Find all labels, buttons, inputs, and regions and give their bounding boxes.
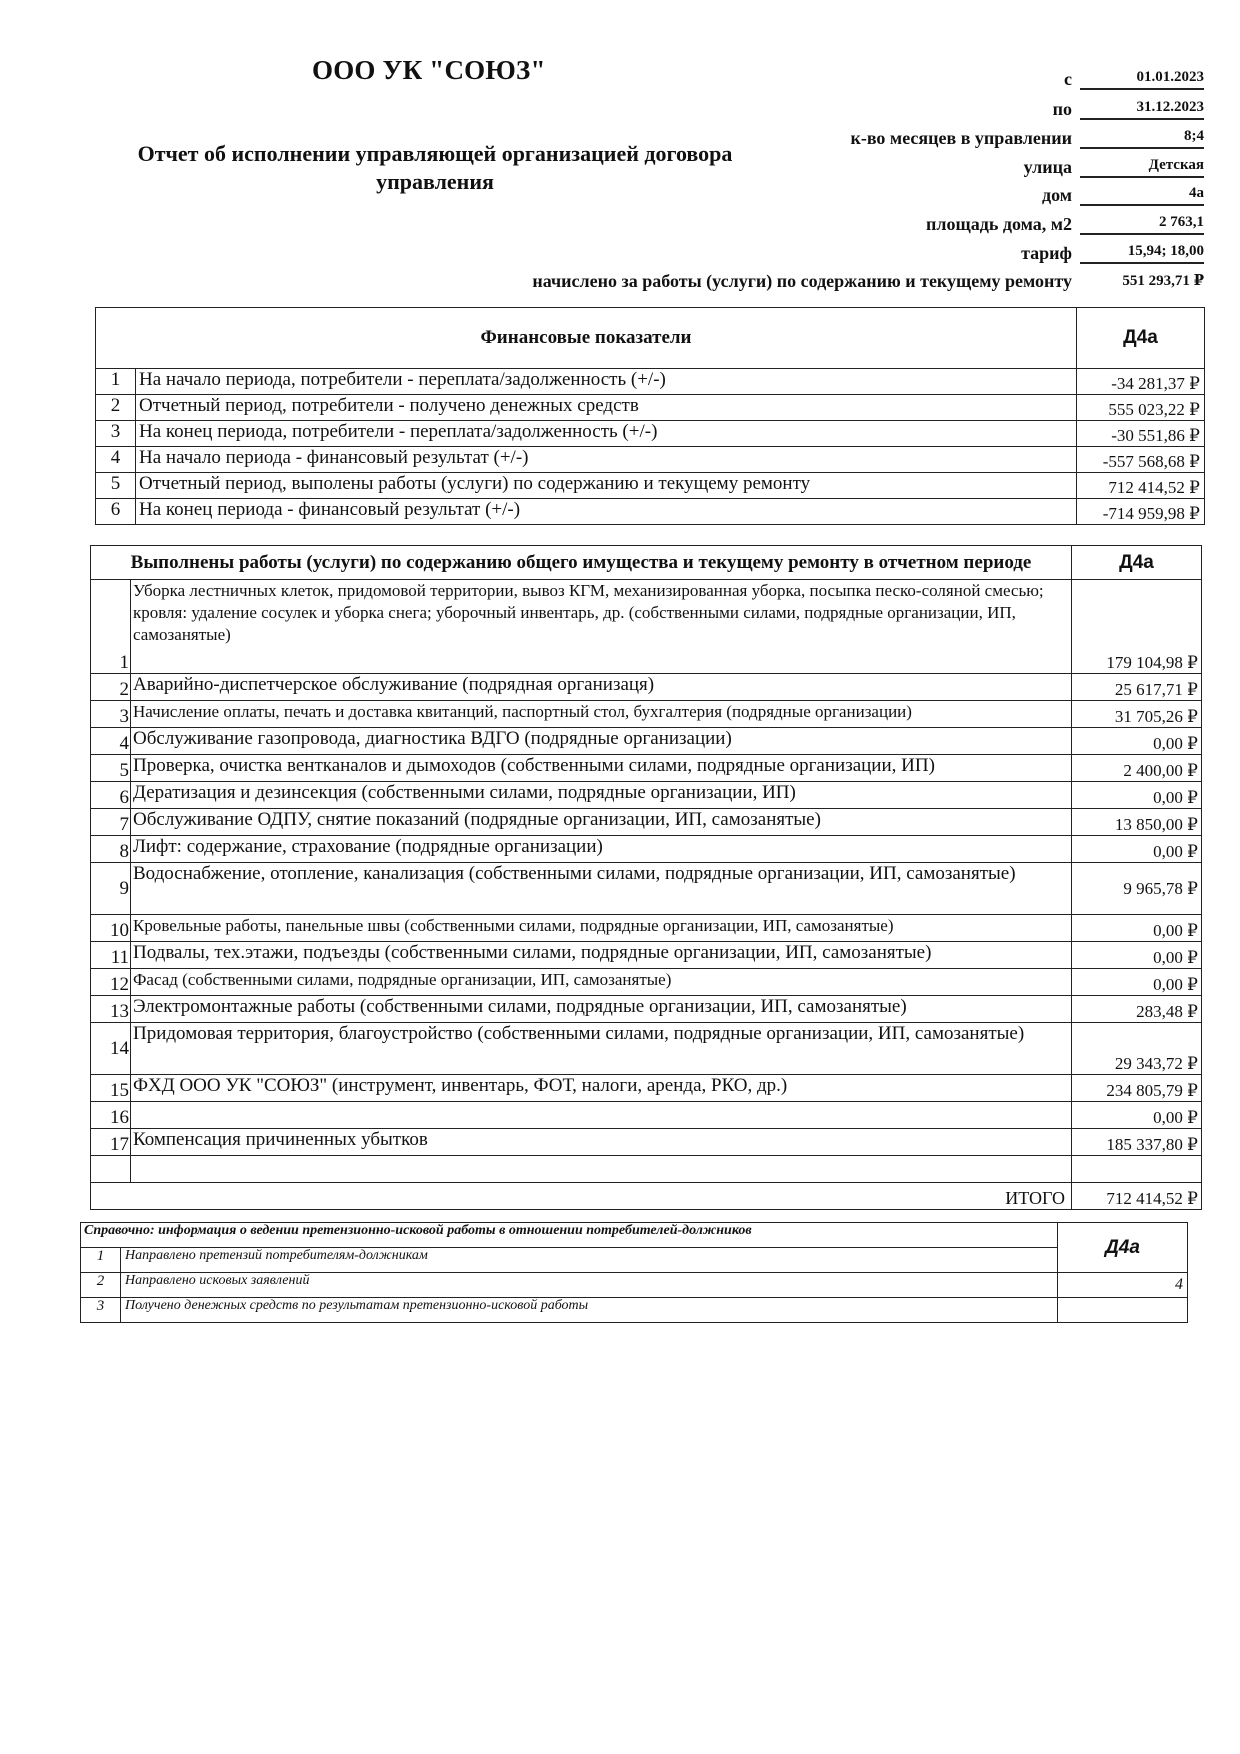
reference-table-title: Справочно: информация о ведении претензионно-исковой работы в отношении потребителей-должников	[81, 1223, 1058, 1248]
works-table	[90, 545, 1202, 1210]
info-months	[850, 121, 1204, 149]
row-label: На конец периода, потребители - переплата/задолженность (+/-)	[136, 421, 1077, 447]
row-label	[131, 1102, 1072, 1129]
reference-table	[80, 1222, 1188, 1323]
row-label: Электромонтажные работы (собственными силами, подрядные организации, ИП, самозанятые)	[131, 996, 1072, 1023]
row-number: 7	[91, 809, 131, 836]
info-value: 8;4	[1080, 127, 1204, 149]
row-number: 2	[81, 1273, 121, 1298]
row-number: 1	[96, 369, 136, 395]
row-label: Фасад (собственными силами, подрядные организации, ИП, самозанятые)	[131, 969, 1072, 996]
info-tariff	[1021, 236, 1204, 264]
table-row	[91, 782, 1202, 809]
table-row	[91, 1156, 1202, 1183]
table-row	[91, 836, 1202, 863]
table-row	[91, 1023, 1202, 1075]
info-charged	[532, 264, 1204, 292]
row-value: 31 705,26 ₽	[1072, 701, 1202, 728]
financial-table-title: Финансовые показатели	[96, 308, 1077, 369]
table-row	[91, 701, 1202, 728]
row-number: 3	[81, 1298, 121, 1323]
table-row	[91, 1075, 1202, 1102]
row-value: 179 104,98 ₽	[1072, 580, 1202, 674]
row-number: 5	[91, 755, 131, 782]
works-table-title: Выполнены работы (услуги) по содержанию общего имущества и текущему ремонту в отчетном периоде	[91, 546, 1072, 580]
row-label: Обслуживание ОДПУ, снятие показаний (подрядные организации, ИП, самозанятые)	[131, 809, 1072, 836]
info-value: Детская	[1080, 156, 1204, 178]
info-label: начислено за работы (услуги) по содержанию и текущему ремонту	[532, 271, 1072, 291]
table-row	[96, 473, 1205, 499]
table-row	[91, 580, 1202, 674]
financial-table	[95, 307, 1205, 525]
row-number: 15	[91, 1075, 131, 1102]
table-row	[81, 1248, 1188, 1273]
table-row	[91, 809, 1202, 836]
info-period-to	[1053, 92, 1204, 120]
row-value: 2 400,00 ₽	[1072, 755, 1202, 782]
table-row	[91, 969, 1202, 996]
table-row	[91, 1102, 1202, 1129]
row-label: Придомовая территория, благоустройство (собственными силами, подрядные организации, ИП, самозанятые)	[131, 1023, 1072, 1075]
row-number: 16	[91, 1102, 131, 1129]
row-number: 17	[91, 1129, 131, 1156]
row-label	[131, 1156, 1072, 1183]
row-value: 283,48 ₽	[1072, 996, 1202, 1023]
info-area	[926, 207, 1204, 235]
row-label: Направлено претензий потребителям-должникам	[121, 1248, 1058, 1273]
table-row	[91, 863, 1202, 915]
row-value: -557 568,68 ₽	[1077, 447, 1205, 473]
info-value: 15,94; 18,00	[1080, 242, 1204, 264]
row-value: 13 850,00 ₽	[1072, 809, 1202, 836]
row-label: Аварийно-диспетчерское обслуживание (подрядная организаця)	[131, 674, 1072, 701]
row-number: 2	[96, 395, 136, 421]
row-number: 14	[91, 1023, 131, 1075]
row-value: -34 281,37 ₽	[1077, 369, 1205, 395]
table-row	[81, 1273, 1188, 1298]
table-row	[96, 447, 1205, 473]
row-number: 1	[81, 1248, 121, 1273]
total-spacer	[91, 1183, 131, 1210]
table-row	[91, 942, 1202, 969]
report-title: Отчет об исполнении управляющей организацией договора управления	[137, 141, 733, 194]
row-label: Обслуживание газопровода, диагностика ВДГО (подрядные организации)	[131, 728, 1072, 755]
row-number: 5	[96, 473, 136, 499]
financial-column-header: Д4а	[1077, 308, 1205, 369]
row-value: 0,00 ₽	[1072, 915, 1202, 942]
company-name: ООО УК "СОЮЗ"	[312, 55, 546, 85]
row-label: Отчетный период, потребители - получено денежных средств	[136, 395, 1077, 421]
row-value: 25 617,71 ₽	[1072, 674, 1202, 701]
row-number: 9	[91, 863, 131, 915]
total-label: ИТОГО	[131, 1183, 1072, 1210]
table-row	[91, 674, 1202, 701]
row-number: 1	[91, 580, 131, 674]
row-number: 13	[91, 996, 131, 1023]
row-number: 3	[96, 421, 136, 447]
info-house	[1042, 178, 1204, 206]
row-number: 10	[91, 915, 131, 942]
table-row	[91, 996, 1202, 1023]
info-value: 31.12.2023	[1080, 98, 1204, 120]
info-street	[1024, 150, 1204, 178]
row-number: 3	[91, 701, 131, 728]
table-row	[91, 915, 1202, 942]
info-label: тариф	[1021, 243, 1072, 263]
total-row	[91, 1183, 1202, 1210]
row-number: 4	[96, 447, 136, 473]
row-label: Компенсация причиненных убытков	[131, 1129, 1072, 1156]
row-label: На конец периода - финансовый результат (+/-)	[136, 499, 1077, 525]
row-number: 6	[91, 782, 131, 809]
row-value: 0,00 ₽	[1072, 782, 1202, 809]
row-value: 29 343,72 ₽	[1072, 1023, 1202, 1075]
reference-column-header: Д4а	[1058, 1223, 1188, 1273]
row-value: 0,00 ₽	[1072, 728, 1202, 755]
row-number: 12	[91, 969, 131, 996]
info-label: по	[1052, 99, 1072, 119]
row-value: 185 337,80 ₽	[1072, 1129, 1202, 1156]
row-label: Лифт: содержание, страхование (подрядные организации)	[131, 836, 1072, 863]
row-value: 0,00 ₽	[1072, 836, 1202, 863]
row-label: ФХД ООО УК "СОЮЗ" (инструмент, инвентарь, ФОТ, налоги, аренда, РКО, др.)	[131, 1075, 1072, 1102]
row-value	[1072, 1156, 1202, 1183]
info-value: 4а	[1080, 184, 1204, 206]
row-label: Проверка, очистка вентканалов и дымоходов (собственными силами, подрядные организации, ИП)	[131, 755, 1072, 782]
info-label: с	[1064, 69, 1072, 89]
row-value: 555 023,22 ₽	[1077, 395, 1205, 421]
table-row	[96, 499, 1205, 525]
row-value: 234 805,79 ₽	[1072, 1075, 1202, 1102]
table-row	[91, 728, 1202, 755]
row-label: Получено денежных средств по результатам претензионно-исковой работы	[121, 1298, 1058, 1323]
table-row	[91, 755, 1202, 782]
row-value	[1058, 1298, 1188, 1323]
row-label: Уборка лестничных клеток, придомовой территории, вывоз КГМ, механизированная уборка, посыпка песко-соляной смесью; кровля: удаление сосулек и уборка снега; уборочный инвентарь, др. (собственными силами, подрядные организации, ИП, самозанятые)	[131, 580, 1072, 674]
info-label: площадь дома, м2	[926, 214, 1072, 234]
info-period-from	[1064, 62, 1204, 90]
row-label: Кровельные работы, панельные швы (собственными силами, подрядные организации, ИП, самозанятые)	[131, 915, 1072, 942]
row-value: -714 959,98 ₽	[1077, 499, 1205, 525]
row-value: 4	[1058, 1273, 1188, 1298]
row-number: 8	[91, 836, 131, 863]
row-label: Отчетный период, выполены работы (услуги) по содержанию и текущему ремонту	[136, 473, 1077, 499]
table-row	[91, 1129, 1202, 1156]
table-row	[81, 1298, 1188, 1323]
row-number: 2	[91, 674, 131, 701]
row-label: Водоснабжение, отопление, канализация (собственными силами, подрядные организации, ИП, самозанятые)	[131, 863, 1072, 915]
row-label: Дератизация и дезинсекция (собственными силами, подрядные организации, ИП)	[131, 782, 1072, 809]
row-label: Направлено исковых заявлений	[121, 1273, 1058, 1298]
total-value: 712 414,52 ₽	[1072, 1183, 1202, 1210]
table-row	[96, 395, 1205, 421]
info-label: к-во месяцев в управлении	[850, 128, 1072, 148]
row-value: 9 965,78 ₽	[1072, 863, 1202, 915]
row-value: 0,00 ₽	[1072, 969, 1202, 996]
info-value: 01.01.2023	[1080, 68, 1204, 90]
info-value: 2 763,1	[1080, 213, 1204, 235]
table-row	[96, 369, 1205, 395]
row-number: 11	[91, 942, 131, 969]
row-number	[91, 1156, 131, 1183]
info-label: улица	[1023, 157, 1072, 177]
row-value: -30 551,86 ₽	[1077, 421, 1205, 447]
info-value: 551 293,71 ₽	[1122, 273, 1204, 289]
works-column-header: Д4а	[1072, 546, 1202, 580]
row-number: 4	[91, 728, 131, 755]
row-number: 6	[96, 499, 136, 525]
row-value: 712 414,52 ₽	[1077, 473, 1205, 499]
row-label: Подвалы, тех.этажи, подъезды (собственными силами, подрядные организации, ИП, самозанятые)	[131, 942, 1072, 969]
table-row	[96, 421, 1205, 447]
row-label: Начисление оплаты, печать и доставка квитанций, паспортный стол, бухгалтерия (подрядные организации)	[131, 701, 1072, 728]
info-label: дом	[1041, 185, 1072, 205]
row-label: На начало периода - финансовый результат (+/-)	[136, 447, 1077, 473]
row-value: 0,00 ₽	[1072, 1102, 1202, 1129]
row-value: 0,00 ₽	[1072, 942, 1202, 969]
row-label: На начало периода, потребители - переплата/задолженность (+/-)	[136, 369, 1077, 395]
